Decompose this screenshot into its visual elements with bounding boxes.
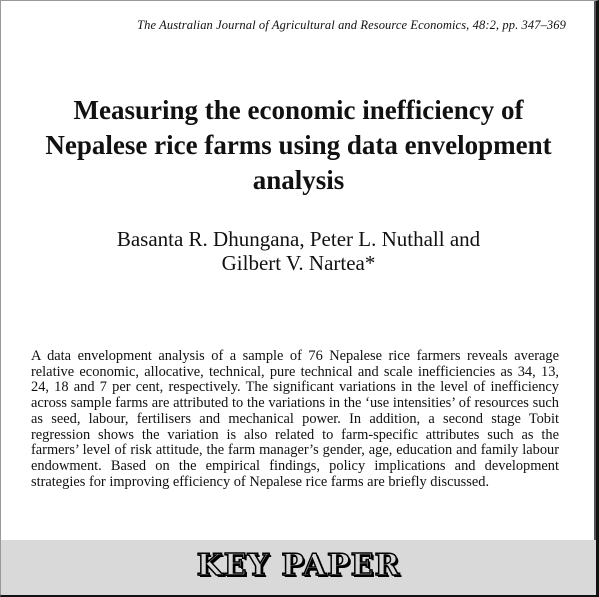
title-line-1: Measuring the economic inefficiency of	[73, 95, 524, 125]
key-paper-label: KEY PAPER	[196, 548, 401, 583]
paper-title	[21, 93, 576, 198]
title-line-2: Nepalese rice farms using data envelopment	[45, 130, 552, 160]
paper-abstract: A data envelopment analysis of a sample of 76 Nepalese rice farmers reveals average relative economic, allocative, technical, pure technical and scale inefficiencies as 34, 13, 24, 18 and 7 per cent, respectively. The significant variations in the level of inefficiency across sample farms are attributed to the variations in the ‘use intensities’ of resources such as seed, labour, fertilisers and mechanical power. In addition, a second stage Tobit regression shows the variation is also related to farm-specific attributes such as the farmers’ level of risk attitude, the farm manager’s gender, age, education and family labour endowment. Based on the empirical findings, policy implications and development strategies for improving efficiency of Nepalese rice farms are briefly discussed.	[31, 348, 559, 490]
authors-line-2: Gilbert V. Nartea*	[221, 251, 376, 275]
authors-line-1: Basanta R. Dhungana, Peter L. Nuthall and	[116, 227, 481, 251]
paper-authors	[21, 227, 576, 275]
journal-citation: The Australian Journal of Agricultural and Resource Economics, 48:2, pp. 347–369	[137, 18, 566, 32]
title-line-3: analysis	[252, 165, 345, 195]
